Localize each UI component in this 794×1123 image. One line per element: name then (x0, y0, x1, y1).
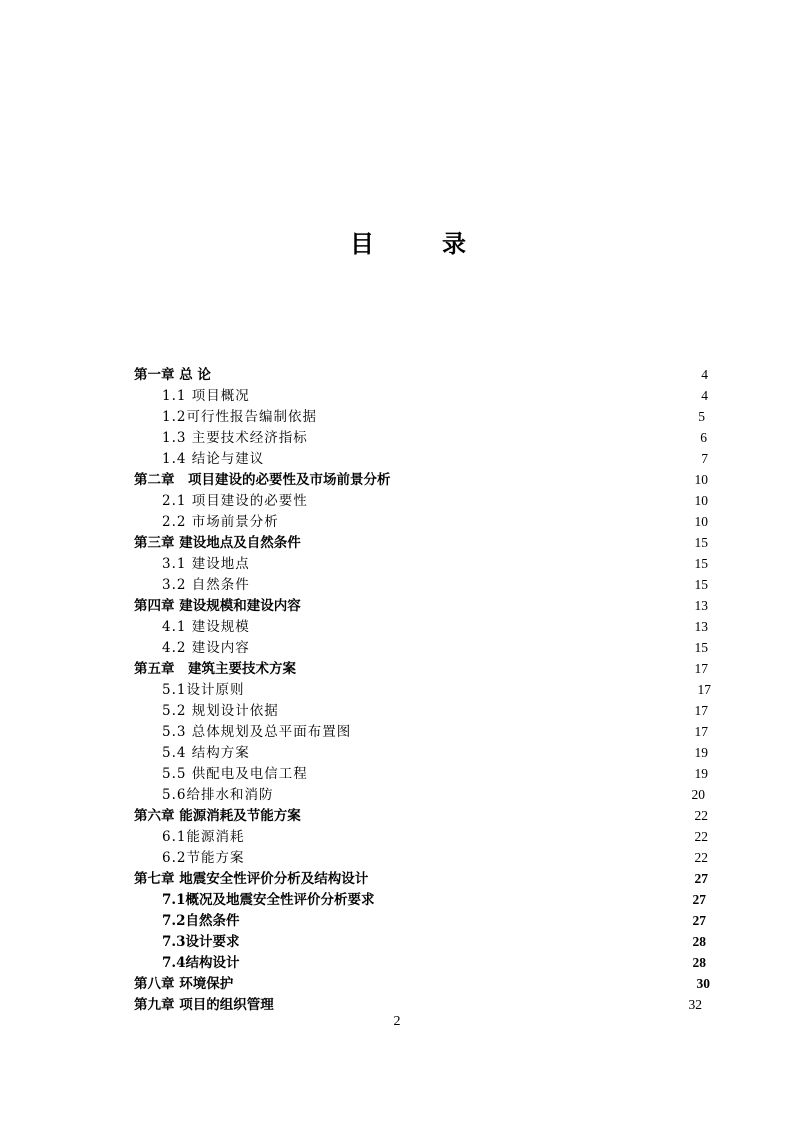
toc-entry[interactable] (0, 701, 794, 721)
toc-entry-page: 32 (688, 997, 702, 1012)
toc-entry-page: 15 (694, 535, 708, 550)
toc-entry-page: 20 (691, 787, 705, 802)
toc-entry-label: 第六章 能源消耗及节能方案 (134, 808, 301, 824)
toc-entry[interactable] (0, 995, 794, 1015)
toc-entry-page: 10 (694, 514, 708, 529)
toc-entry-label: 5.2 规划设计依据 (162, 703, 279, 719)
toc-entry[interactable] (0, 932, 794, 952)
toc-entry[interactable] (0, 827, 794, 847)
toc-entry-label: 第四章 建设规模和建设内容 (134, 598, 301, 614)
toc-entry-label: 1.1 项目概况 (162, 388, 250, 404)
toc-entry[interactable] (0, 743, 794, 763)
toc-entry-label: 第一章 总 论 (134, 367, 211, 383)
toc-entry-page: 10 (694, 472, 708, 487)
toc-entry-label: 6.2节能方案 (162, 850, 245, 866)
toc-entry-label: 4.1 建设规模 (162, 619, 250, 635)
toc-entry[interactable] (0, 617, 794, 637)
toc-entry-page: 15 (694, 556, 708, 571)
toc-entry-label: 3.2 自然条件 (162, 577, 250, 593)
toc-entry[interactable] (0, 806, 794, 826)
toc-entry[interactable] (0, 764, 794, 784)
toc-entry-page: 17 (697, 682, 711, 697)
toc-entry-page: 4 (701, 388, 708, 403)
toc-entry-page: 5 (698, 409, 705, 424)
toc-entry[interactable] (0, 449, 794, 469)
toc-entry[interactable] (0, 512, 794, 532)
toc-entry-page: 4 (701, 367, 708, 382)
toc-entry[interactable] (0, 596, 794, 616)
page-number: 2 (393, 1014, 401, 1029)
toc-entry[interactable] (0, 428, 794, 448)
toc-entry-page: 17 (694, 661, 708, 676)
toc-entry-label: 第七章 地震安全性评价分析及结构设计 (134, 871, 369, 887)
toc-entry[interactable] (0, 911, 794, 931)
toc-entry[interactable] (0, 974, 794, 994)
toc-entry[interactable] (0, 365, 794, 385)
toc-entry-label: 4.2 建设内容 (162, 640, 250, 656)
toc-entry-label: 1.3 主要技术经济指标 (162, 430, 308, 446)
toc-entry-label: 5.5 供配电及电信工程 (162, 766, 308, 782)
toc-entry-label: 7.1概况及地震安全性评价分析要求 (162, 892, 375, 908)
toc-entry-label: 5.6给排水和消防 (162, 787, 274, 803)
toc-entry-label: 6.1能源消耗 (162, 829, 245, 845)
toc-entry[interactable] (0, 638, 794, 658)
toc-entry-label: 1.4 结论与建议 (162, 451, 265, 467)
toc-entry[interactable] (0, 785, 794, 805)
toc-entry-page: 6 (700, 430, 707, 445)
toc-entry[interactable] (0, 659, 794, 679)
toc-entry-label: 7.2自然条件 (162, 913, 240, 929)
toc-entry-page: 10 (694, 493, 708, 508)
toc-entry-page: 28 (692, 934, 706, 949)
toc-entry-page: 30 (696, 976, 710, 991)
toc-entry-page: 15 (694, 577, 708, 592)
toc-entry-page: 27 (692, 913, 706, 928)
toc-entry-page: 22 (694, 829, 708, 844)
toc-entry-page: 17 (694, 703, 708, 718)
toc-entry-label: 第九章 项目的组织管理 (134, 997, 274, 1013)
toc-entry[interactable] (0, 869, 794, 889)
toc-entry-page: 15 (694, 640, 708, 655)
toc-entry[interactable] (0, 470, 794, 490)
toc-entry[interactable] (0, 680, 794, 700)
toc-entry-page: 17 (694, 724, 708, 739)
toc-entry-page: 7 (701, 451, 708, 466)
toc-entry[interactable] (0, 848, 794, 868)
toc-entry-label: 5.3 总体规划及总平面布置图 (162, 724, 352, 740)
toc-entry[interactable] (0, 407, 794, 427)
toc-entry-page: 28 (692, 955, 706, 970)
toc-entry-label: 5.1设计原则 (162, 682, 245, 698)
toc-entry[interactable] (0, 953, 794, 973)
toc-entry-label: 7.3设计要求 (162, 934, 240, 950)
toc-entry-label: 第三章 建设地点及自然条件 (134, 535, 301, 551)
toc-entry-page: 22 (694, 808, 708, 823)
toc-entry-label: 5.4 结构方案 (162, 745, 250, 761)
toc-entry[interactable] (0, 575, 794, 595)
page-title: 目 录 (350, 230, 488, 258)
toc-entry-page: 13 (694, 619, 708, 634)
toc-entry-page: 27 (692, 892, 706, 907)
toc-entry-page: 13 (694, 598, 708, 613)
toc-entry-page: 19 (694, 745, 708, 760)
toc-entry-label: 3.1 建设地点 (162, 556, 250, 572)
toc-entry-page: 22 (694, 850, 708, 865)
toc-entry-label: 第二章 项目建设的必要性及市场前景分析 (134, 472, 391, 488)
toc-entry-label: 7.4结构设计 (162, 955, 240, 971)
toc-entry-label: 1.2可行性报告编制依据 (162, 409, 317, 425)
toc-entry[interactable] (0, 491, 794, 511)
toc-entry-label: 2.1 项目建设的必要性 (162, 493, 308, 509)
toc-entry-page: 19 (694, 766, 708, 781)
toc-entry[interactable] (0, 533, 794, 553)
toc-entry-label: 第八章 环境保护 (134, 976, 234, 992)
toc-entry-page: 27 (694, 871, 708, 886)
toc-entry[interactable] (0, 722, 794, 742)
toc-entry[interactable] (0, 890, 794, 910)
toc-entry[interactable] (0, 386, 794, 406)
toc-entry-label: 第五章 建筑主要技术方案 (134, 661, 296, 677)
toc-entry-label: 2.2 市场前景分析 (162, 514, 279, 530)
toc-entry[interactable] (0, 554, 794, 574)
